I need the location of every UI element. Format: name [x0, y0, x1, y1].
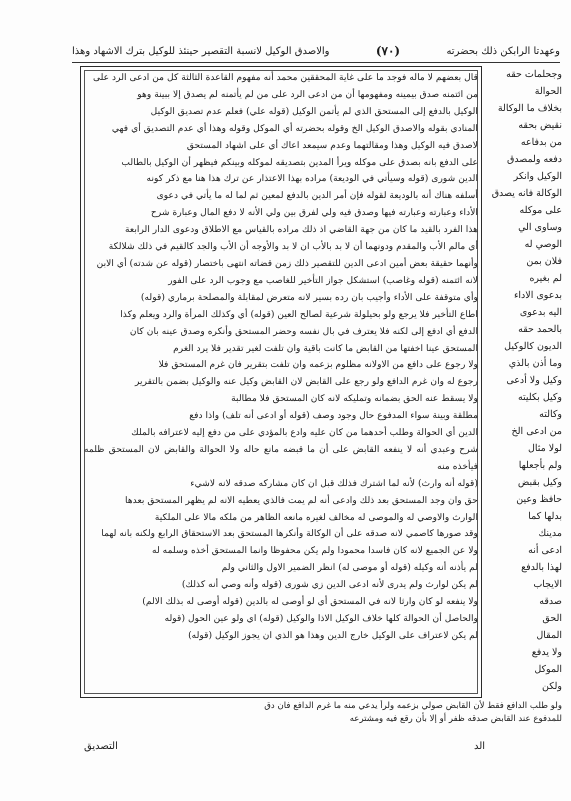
catchword-left: التصديق [84, 741, 118, 752]
margin-line: ولكن [542, 681, 562, 692]
margin-line: بالحمد حقه [518, 324, 562, 335]
text-line: مطلقة وبينة سواء المدفوع حال وجود وصف (قوله أو ادعى أنه تلف) واذا دفع [189, 410, 478, 422]
text-line: رجوع له وان غرم الدافع ولو رجع على القابض لان القابض وكيل عنه والوكيل بضمن بالتقرير [134, 376, 478, 388]
text-line: ولا يسقط عنه الحق بضمانه وتمليكه لانه كان المستحق فلا مطالبة [231, 393, 478, 405]
text-line: لانه ائتمنه (قوله وغاصب) استشكل جواز التأخير للغاصب مع وجوب الرد على الفور [168, 274, 478, 286]
margin-line: ولا يدفع [531, 647, 562, 658]
margin-line: وكيل بقبض [517, 477, 562, 488]
text-line: الدين شورى (قوله وسيأتي في الوديعة) مراده بهذا الاعتذار عن ترك هذا هنا مع ذكر كونه [146, 173, 478, 185]
main-text-block [84, 70, 478, 694]
text-line: أسلفه هناك أنه بالوديعة لقوله فإن أمر الدين بالدفع لمعين ثم لما له ما يأتي في دعوى [156, 190, 478, 202]
text-line: والحاصل أن الحوالة كلها خلاف الوكيل الاذا والوكيل (قوله) اي ولو عين الحول (قوله [164, 613, 478, 624]
margin-line: الايجاب [533, 579, 562, 590]
margin-line: وساوى الي [518, 222, 562, 233]
margin-line: اليه بدعوى [519, 307, 562, 318]
margin-line: من ادعى الخ [511, 426, 562, 437]
text-line: اطاع التأخير فلا يرجع ولو بحيلولة شرعية لصالح العين (قوله) أي وكذلك المرأة والرد ويعلم وكذا [120, 308, 478, 320]
margin-line: الحق [542, 613, 562, 624]
margin-line: صدقه [539, 596, 562, 607]
text-line: وأنهما حقيقة بعض أمين ادعى الدين للتقصير ذلك زمن قضاته انتهى باختصار (قوله عن شدته) أي الابن [96, 257, 478, 269]
margin-line: بدعوى الاداء [513, 290, 562, 301]
text-line: أي مالم الأب والمقدم ودونهما أن لا بد بالأب ان لا بد والأوجه أن الأب والجد كالقيم في ذلك شلالكة [108, 241, 478, 253]
margin-line: نقيض بحقه [518, 120, 562, 131]
text-line: لم يكن لاعتراف على الوكيل خارج الدين وهذا هو الذي ان يجوز الوكيل (قوله) [188, 629, 478, 641]
text-line: وقد صورها كاصمي لانه صدقه على أن الوكالة وأنكرها المستحق بعد الاستحقاق الرابع ولكنه بانه لهما [101, 528, 478, 540]
page-number: (٧٠) [375, 44, 401, 58]
margin-line: الوكالة فانه يصدق [491, 188, 562, 199]
text-line: ولا رجوع على دافع من الاولانه مظلوم بزعمه وان تلفت بتقرير فان غرم المستحق فلا [158, 359, 478, 371]
margin-line: الوصي له [524, 239, 562, 250]
catchword-right: الد [474, 741, 486, 752]
text-line: الدفع أي ادفع إلى لكنه فلا يعترف في بال نفسه وحضر المستحق وأنكره وصدق عينه بان كان [129, 325, 478, 337]
running-header [72, 42, 560, 60]
text-line: ولا عن الجميع لانه كان فاسدا محمودا ولم يكن محفوظا وانما المستحق أخذه وسلمه له [152, 545, 478, 557]
margin-line: وكيل ولا أدعى [506, 375, 562, 386]
margin-line: المقال [536, 630, 562, 641]
header-right-text: والاصدق الوكيل لانسبة التقصير حينئذ للوكيل بترك الاشهاد وهذا [72, 45, 330, 57]
margin-commentary [486, 66, 562, 698]
text-line: لم يكن لوارث ولم يدرى لأنه ادعى الدين زي شورى (قوله وأنه وصي أنه كذلك) [181, 579, 478, 591]
margin-line: الوكيل وانكر [513, 171, 562, 182]
bottom-line: ولو طلب الدافع فقط لأن القابض صولي بزعمه ولرأ يدعي منه ما غرم الدافع فان دق [264, 701, 562, 711]
text-line: هذا الفرد بالقيد ما كان من جهة القاضي اذ ذلك مراده بالقياس مع الاطلاق ودعوى الدار الرابعة [124, 224, 478, 236]
text-line: وأي متوقفة على الأداء وأجيب بان رده بسير لانه متعرض لمقابلة والمصلحة برماري (قوله) [140, 291, 478, 303]
text-line: الوكيل بالدفع إلى المستحق الذي لم يأتمن الوكيل (قوله علي) فعلم عدم تصديق الوكيل [150, 105, 478, 117]
margin-line: بدلها كما [528, 511, 562, 522]
margin-line: وما أذن بالذي [508, 358, 562, 369]
text-line: على الدفع بانه بصدق على موكله ويرأ المدين بتصديقه لموكله وبينكم فيظهر أن الوكيل بالطالب [121, 156, 478, 168]
margin-line: ادعى أنه [528, 545, 562, 556]
margin-line: بخلاف ما الوكالة [497, 103, 562, 114]
text-line: لم يأذنه أنه وكيله (قوله أو موصى له) انظر الضمير الاول والثاني ولم [221, 562, 478, 574]
bottom-line: للمدفوع عند القابض صدقه ظفر أو إلا بأن رقع فيه ومشترعه [349, 714, 562, 724]
margin-line: لولا مثال [528, 443, 562, 454]
header-left-text: وعهدتا الرابكن ذلك بحضرته [446, 45, 560, 57]
margin-line: وكالته [539, 409, 562, 420]
margin-line: على موكله [519, 205, 562, 216]
text-line: قال بعضهم لا ماله فوجد ما على غاية المحققين محمد أنه مفهوم القاعدة الثالثة كل من ادعى الرد على [92, 72, 478, 83]
text-line: المنادي بقوله والاصدق الوكيل الخ وقوله بحضرته أي الموكل وقوله وهذا أي عدم التصديق أي فهي [111, 122, 478, 134]
text-line: شرح وعبدي أنه لا ينفعه القابض على أن ما قبضه مانع حاله ولا الحوالة والقابض لان المستحق ظلمه فيأخذه منه [84, 443, 478, 472]
margin-line: من بدفاعه [520, 137, 562, 148]
text-line: ولا ينفعه لو كان وارثا لانه في المستحق أي لو أوصى له بالدين (قوله أوصى له بذلك الالم) [142, 596, 478, 608]
text-line: من ائتمنه صدق بيمينه ومفهومها أن من ادعى الرد على من لم يأتمنه لم يصدق إلا ببينة وهو [137, 88, 478, 100]
text-line: الدين أي الحوالة وطلب أحدهما من كان عليه وادع بالمؤدي على من دفع إليه لاعترافه بالملك [131, 427, 478, 439]
margin-line: دفعه ولمصدق [506, 154, 562, 165]
margin-line [486, 695, 562, 698]
margin-line: مدينك [538, 528, 562, 539]
text-line: لاصدق فيه الوكيل وهذا ومقالتهما وعدم سيمعد اعاك أي على اشهاد المستحق [186, 139, 478, 151]
text-line: (قوله أنه وارث) لأنه لما اشترك فذلك قبل ان كان مشاركه صدقه لانه لاشيء [190, 477, 478, 489]
margin-line: وكيل بكليته [517, 392, 562, 403]
margin-line: حافظ وعين [516, 494, 562, 505]
margin-line: الموكل [534, 664, 562, 675]
bottom-text-block [72, 700, 562, 740]
text-line: المستحق عينا اخفتها من القابض ما كانت باقية وان تلفت لغير تقدير فلا يرد الغرم [173, 342, 478, 354]
margin-line: ولم بأجعلها [518, 460, 562, 471]
text-line: الأداء وعبارته وعبارته فيها وصدق فيه ولي لفرق بين ولي الأنه لا دفع المال وعبارة شرح [150, 207, 478, 219]
header-rule [72, 62, 560, 63]
margin-line: لم بغيره [529, 273, 562, 284]
margin-line: لهذا بالدفع [521, 562, 562, 573]
margin-line: فلان بمن [526, 256, 562, 267]
text-line: حق وان وجد المستحق بعد ذلك وادعى أنه لم يمت فالذي يعطيه الانه لم يظهر المستحق بعدها [125, 494, 478, 506]
margin-line: وجحلمات حقه الحوالة [506, 69, 562, 97]
text-line: الوارث والاوصي له والموصى له مخالف لغيره مانعه الظاهر من ملكه مالا على الملكية [154, 511, 478, 523]
margin-line: الديون كالوكيل [504, 341, 562, 352]
